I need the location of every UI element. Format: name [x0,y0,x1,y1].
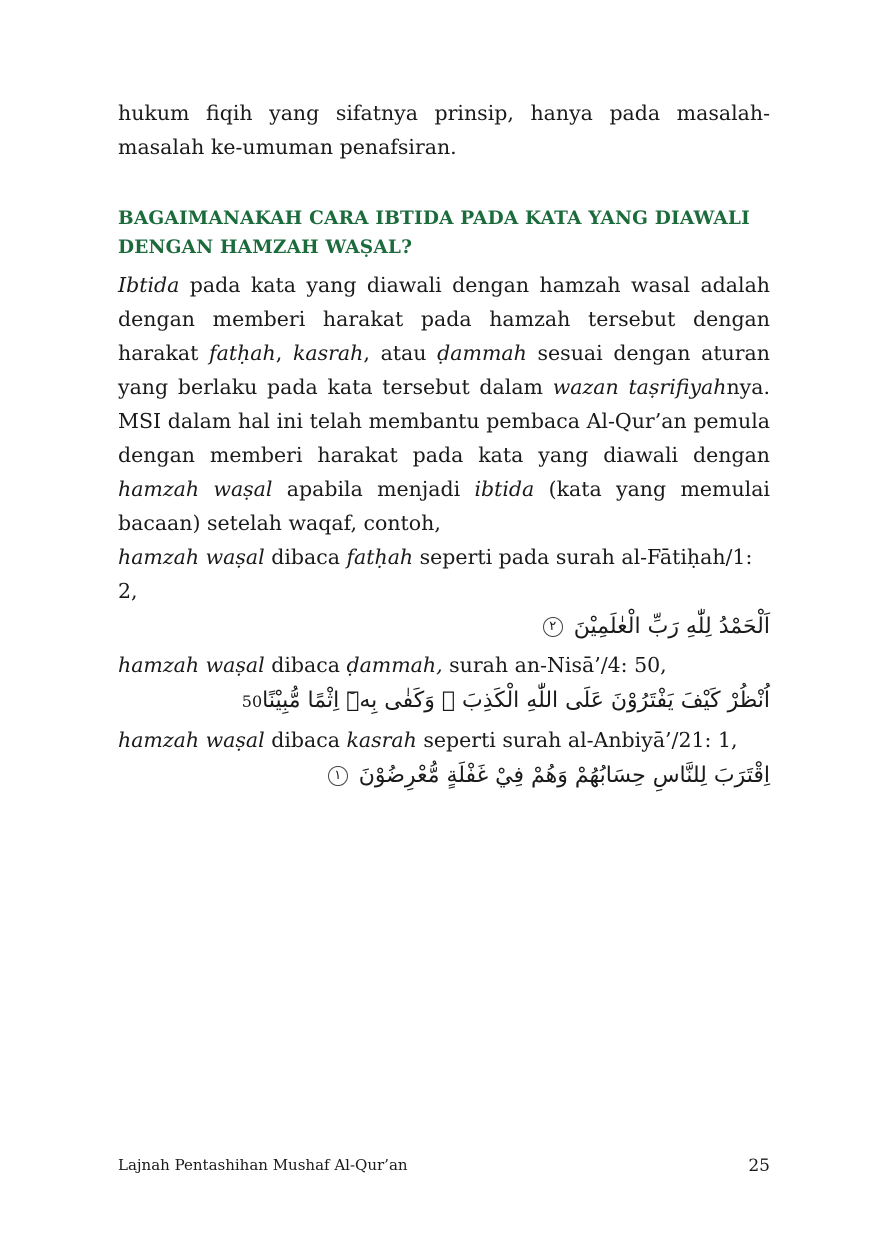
example-reference: seperti surah al-Anbiyā’/21: 1, [416,728,738,752]
term-dammah: ḍammah [437,341,527,365]
term-kasrah: kasrah [292,341,364,365]
arabic-verse [118,608,770,646]
example-term: hamzah waṣal [118,653,265,677]
page-content [118,96,770,797]
body-text: nya. MSI dalam hal ini telah membantu pembaca Al-Qur’an pemula dengan memberi harakat pada kata yang diawali dengan [118,375,770,467]
page-number: 25 [748,1156,770,1176]
term-fathah: fatḥah [209,341,276,365]
example-term: hamzah waṣal [118,728,265,752]
example-text: dibaca [264,653,347,677]
body-text: , [275,341,293,365]
example-2 [118,648,770,721]
heading-line-2: DENGAN HAMZAH WAṢAL? [118,237,413,258]
example-caption [118,723,770,757]
body-text: apabila menjadi [272,477,475,501]
intro-paragraph: hukum fiqih yang sifatnya prinsip, hanya pada masalah-masalah ke-umuman penafsiran. [118,101,770,159]
term-hamzah-wasal: hamzah waṣal [118,477,273,501]
page-footer [118,1156,770,1176]
example-3 [118,723,770,795]
arabic-text: اَلْحَمْدُ لِلّٰهِ رَبِّ الْعٰلَمِيْنَ [573,614,770,639]
example-reference: seperti pada surah al-Fātiḥah/1: 2, [118,545,753,603]
example-text: dibaca [264,728,347,752]
example-harakat: ḍammah, [346,653,443,677]
example-reference: surah an-Nisā’/4: 50, [442,653,667,677]
example-1 [118,540,770,646]
arabic-verse [118,682,770,721]
verse-number-marker: ٢ [543,617,563,637]
verse-number-label: 50 [241,692,263,711]
footer-title: Lajnah Pentashihan Mushaf Al-Qur’an [118,1156,408,1174]
body-text: (kata yang memulai bacaan) setelah waqaf, contoh, [118,477,770,535]
body-text: sesuai dengan aturan yang berlaku pada kata tersebut dalam [118,341,770,399]
example-caption [118,540,770,608]
example-harakat: kasrah [346,728,417,752]
example-caption [118,648,770,682]
example-text: dibaca [264,545,347,569]
arabic-text: اِقْتَرَبَ لِلنَّاسِ حِسَابُهُمْ وَهُمْ فِيْ غَفْلَةٍ مُّعْرِضُوْنَ [358,763,770,788]
example-harakat: fatḥah [346,545,414,569]
term-ibtida: ibtida [474,477,535,501]
example-term: hamzah waṣal [118,545,265,569]
term-wazan: wazan taṣrifiyah [552,375,727,399]
body-paragraph [118,268,770,540]
heading-line-1: BAGAIMANAKAH CARA IBTIDA PADA KATA YANG DIAWALI [118,208,750,229]
term-ibtida: Ibtida [118,273,180,297]
arabic-text: اُنْظُرْ كَيْفَ يَفْتَرُوْنَ عَلَى اللّٰهِ الْكَذِبَ ۗ وَكَفٰى بِهٖٓ اِثْمًا مُّبِيْنًا [262,688,770,713]
section-heading [118,204,770,262]
arabic-verse [118,757,770,795]
verse-number-marker: ١ [328,766,348,786]
body-text: , atau [363,341,438,365]
body-text: pada kata yang diawali dengan hamzah wasal adalah dengan memberi harakat pada hamzah tersebut dengan harakat [118,273,770,365]
